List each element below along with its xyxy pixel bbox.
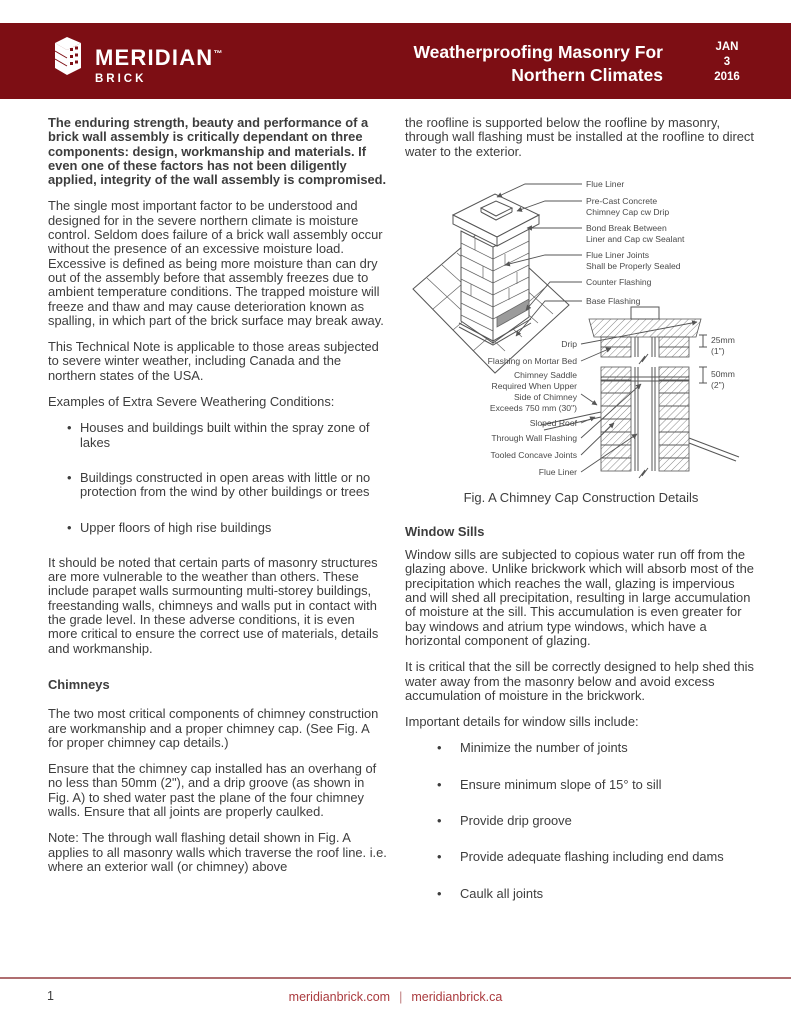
footer-divider xyxy=(0,977,791,979)
document-date xyxy=(709,40,745,85)
link-meridianbrick-com[interactable]: meridianbrick.com xyxy=(288,990,391,1004)
date-month: JAN xyxy=(715,41,739,53)
title-line-2: Northern Climates xyxy=(511,65,663,85)
diagram-label: Chimney Saddle xyxy=(513,369,577,380)
chimneys-heading: Chimneys xyxy=(48,676,110,692)
technical-note-paragraph: This Technical Note is applicable to those areas subjected to severe winter weather, including Canada and the northern states of the USA. xyxy=(48,339,379,383)
dimension-label: 50mm xyxy=(711,368,735,379)
building-icon xyxy=(46,34,88,78)
chimneys-paragraph-2: Ensure that the chimney cap installed has an overhang of no less than 50mm (2"), and a drip groove (as shown in Fig. A) to shed water past the plane of the four chimney walls. Ensure that all joints are properly caulked. xyxy=(48,761,377,819)
iso-chimney-drawing xyxy=(413,194,569,373)
list-item: • Houses and buildings built within the spray zone of lakes xyxy=(48,421,387,450)
diagram-label: Flue Liner Joints xyxy=(586,249,650,260)
diagram-label: Flue Liner xyxy=(586,178,625,189)
diagram-label: Counter Flashing xyxy=(586,276,652,287)
diagram-label: Bond Break Between xyxy=(586,222,667,233)
chimney-diagram xyxy=(405,171,757,483)
dimension-label: (2") xyxy=(711,379,725,390)
figure-caption: Fig. A Chimney Cap Construction Details xyxy=(463,489,699,505)
document-title xyxy=(413,41,663,87)
list-item: • Ensure minimum slope of 15° to sill xyxy=(405,778,757,792)
examples-intro: Examples of Extra Severe Weathering Conditions: xyxy=(48,394,335,410)
diagram-label: Required When Upper xyxy=(491,380,577,391)
window-sills-paragraph-2: It is critical that the sill be correctly designed to help shed this water away from the masonry below and avoid excess accumulation of moisture in the brickwork. xyxy=(405,659,754,703)
diagram-label: Flashing on Mortar Bed xyxy=(487,355,577,366)
moisture-paragraph: The single most important factor to be understood and designed for in the severe northern climate is moisture control. Seldom does failure of a brick wall assembly occur without the presence of an excessive moisture load. Excessive is defined as being more moisture than can dry out of the assembly before that assembly freezes due to ambient temperature conditions. The trapped moisture will freeze and thaw and may cause deterioration known as spalling, in which part of the brick surface may break away. xyxy=(48,198,384,328)
meridian-brick-logo xyxy=(46,34,222,85)
footer-separator: | xyxy=(399,990,403,1004)
title-line-1: Weatherproofing Masonry For xyxy=(413,42,663,62)
window-sills-list xyxy=(405,741,757,900)
dimension-label: (1") xyxy=(711,345,725,356)
list-item: • Minimize the number of joints xyxy=(405,741,757,755)
diagram-label: Tooled Concave Joints xyxy=(490,449,577,460)
window-sills-heading: Window Sills xyxy=(405,523,485,539)
list-item: • Provide adequate flashing including end dams xyxy=(405,850,757,864)
chimneys-note-paragraph: Note: The through wall flashing detail shown in Fig. A applies to all masonry walls which traverse the roof line. i.e. where an exterior wall (or chimney) above xyxy=(48,830,387,874)
trademark-symbol: ™ xyxy=(213,48,223,59)
link-meridianbrick-ca[interactable]: meridianbrick.ca xyxy=(411,990,503,1004)
list-item: • Upper floors of high rise buildings xyxy=(48,521,387,535)
chimneys-paragraph-1: The two most critical components of chimney construction are workmanship and a proper chimney cap. (See Fig. A for proper chimney cap details.) xyxy=(48,706,379,750)
window-sills-list-intro: Important details for window sills include: xyxy=(405,714,639,730)
list-item: • Provide drip groove xyxy=(405,814,757,828)
date-day: 3 xyxy=(723,56,731,68)
right-column xyxy=(405,116,757,923)
window-sills-paragraph-1: Window sills are subjected to copious water run off from the glazing above. Unlike brickwork which will absorb most of the precipitation which reaches the wall, glazing is impervious and will shed all precipitation, resulting in large accumulation of moisture at the sill. This accumulation is even greater for bay windows and atrium type windows, which have a horizontal component of glazing. xyxy=(405,547,754,648)
diagram-label: Base Flashing xyxy=(586,295,641,306)
dimension-label: 25mm xyxy=(711,334,735,345)
list-item: • Buildings constructed in open areas with little or no protection from the wind by other buildings or trees xyxy=(48,471,387,500)
diagram-label: Drip xyxy=(561,338,577,349)
brand-sub: BRICK xyxy=(95,73,147,85)
body-columns xyxy=(0,98,791,923)
figure-a xyxy=(405,171,757,505)
list-item: • Caulk all joints xyxy=(405,887,757,901)
continuation-paragraph: the roofline is supported below the roofline by masonry, through wall flashing must be installed at the roofline to direct water to the exterior. xyxy=(405,115,754,159)
diagram-label: Through Wall Flashing xyxy=(491,432,577,443)
diagram-label: Chimney Cap cw Drip xyxy=(586,206,670,217)
header-band xyxy=(0,23,791,99)
diagram-label: Flue Liner xyxy=(538,466,577,477)
vulnerable-parts-paragraph: It should be noted that certain parts of masonry structures are more vulnerable to the weather than others. These include parapet walls surmounting multi-storey buildings, freestanding walls, chimneys and walls put in contact with the grade level. In these adverse conditions, it is even more critical to ensure the correct use of materials, details and workmanship. xyxy=(48,554,379,656)
diagram-label: Liner and Cap cw Sealant xyxy=(586,233,685,244)
weathering-conditions-list xyxy=(48,421,387,534)
diagram-label: Exceeds 750 mm (30") xyxy=(489,402,577,413)
left-column xyxy=(48,116,387,923)
diagram-label: Side of Chimney xyxy=(513,391,577,402)
diagram-label: Pre-Cast Concrete xyxy=(586,195,658,206)
page-number: 1 xyxy=(47,989,54,1003)
footer-links xyxy=(0,990,791,1004)
diagram-label: Sloped Roof xyxy=(529,417,577,428)
logo-text xyxy=(95,34,222,85)
date-year: 2016 xyxy=(714,71,740,83)
intro-paragraph: The enduring strength, beauty and performance of a brick wall assembly is critically dependant on three components: design, workmanship and materials. If even one of these factors has not been diligently applied, integrity of the wall assembly is compromised. xyxy=(48,115,387,188)
brand-name: MERIDIAN™ xyxy=(95,45,223,70)
diagram-label: Shall be Properly Sealed xyxy=(586,260,681,271)
